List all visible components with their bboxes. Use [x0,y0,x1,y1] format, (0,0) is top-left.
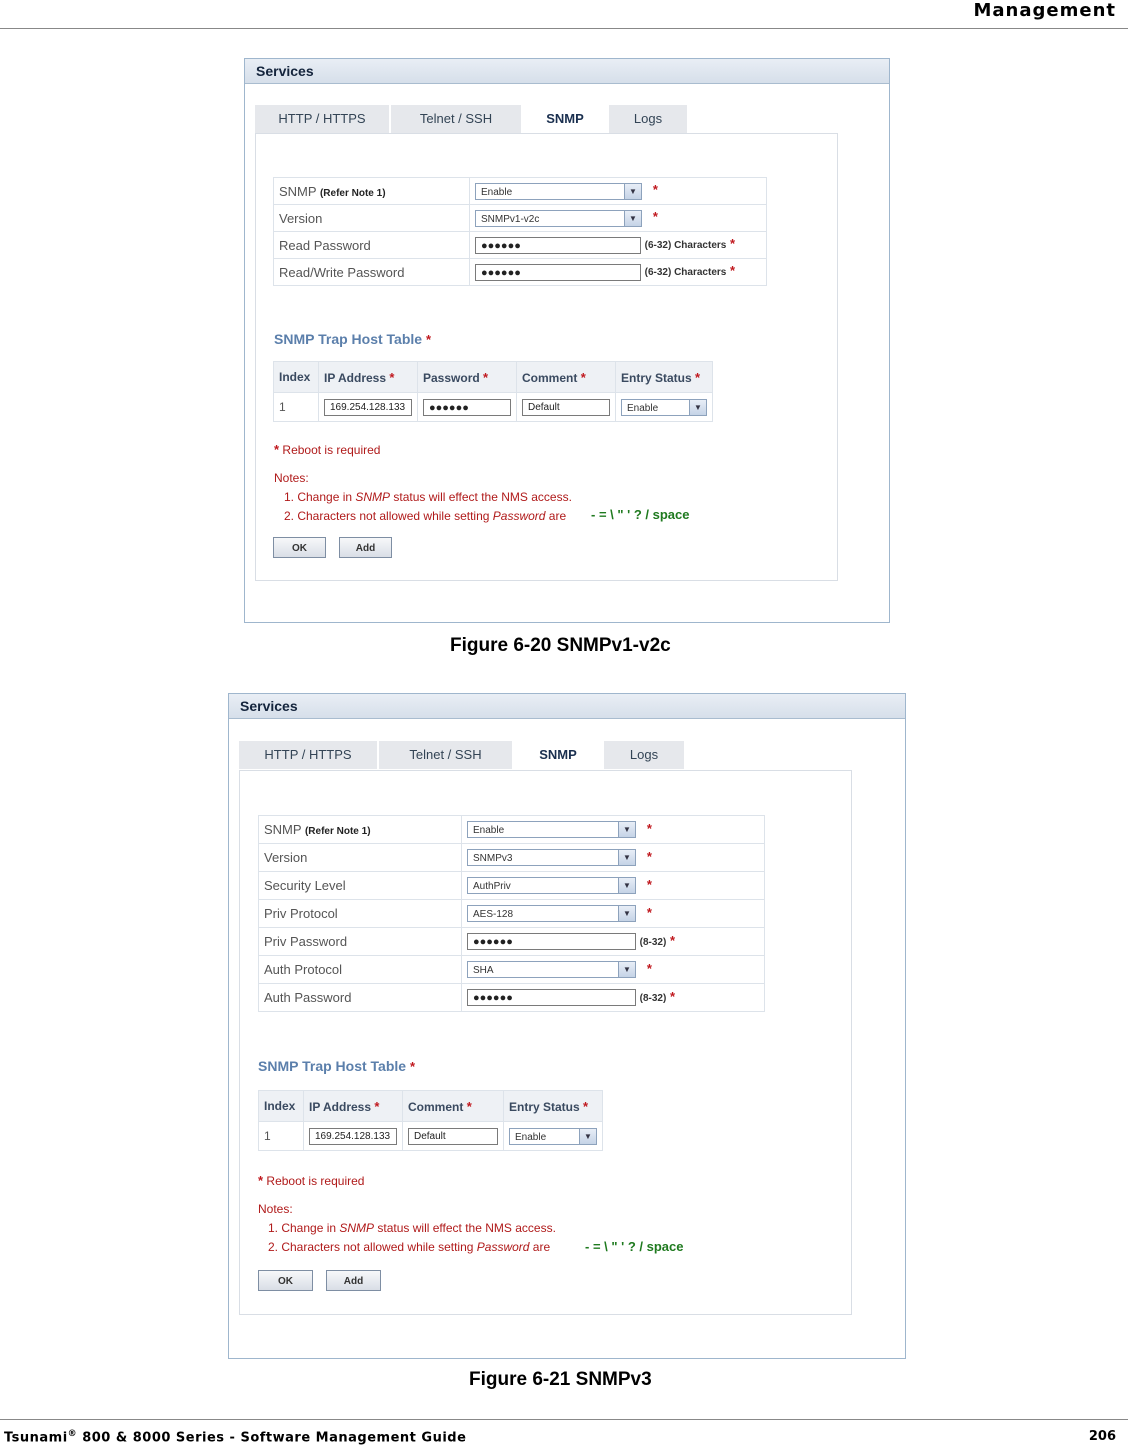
status-cell [616,393,713,422]
tab-logs[interactable]: Logs [609,105,687,133]
note-2: 2. Characters not allowed while setting Password are [284,509,567,523]
panel-title: Services [229,694,905,719]
tab-http-https[interactable]: HTTP / HTTPS [255,105,389,133]
row-index: 1 [259,1122,304,1151]
required-star: * [729,263,736,279]
disallowed-characters: - = \ " ' ? / space [585,1239,684,1254]
version-select[interactable]: SNMPv1-v2c ▼ [475,210,642,227]
read-password-input[interactable]: ●●●●●● [475,237,641,254]
auth-password-input[interactable]: ●●●●●● [467,989,636,1006]
chevron-down-icon: ▼ [618,906,635,921]
version-label: Version [259,844,462,872]
auth-protocol-label: Auth Protocol [259,956,462,984]
reboot-note: * Reboot is required [258,1173,365,1188]
snmp-value-cell [462,816,765,844]
security-level-label: Security Level [259,872,462,900]
note-1: 1. Change in SNMP status will effect the NMS access. [284,490,572,504]
required-star: * [729,236,736,252]
add-button[interactable]: Add [339,537,392,558]
table-row [259,1122,603,1151]
pw-cell [418,393,517,422]
add-button[interactable]: Add [326,1270,381,1291]
required-star: * [646,848,652,864]
trap-entry-status-select[interactable]: Enable ▼ [621,399,707,416]
note-1: 1. Change in SNMP status will effect the NMS access. [268,1221,556,1235]
chevron-down-icon: ▼ [618,822,635,837]
services-tabs [239,741,686,771]
read-password-label: Read Password [274,232,470,259]
refer-note-label: (Refer Note 1) [319,187,386,199]
auth-password-label: Auth Password [259,984,462,1012]
trap-host-table-title: SNMP Trap Host Table * [258,1058,416,1074]
status-cell [504,1122,603,1151]
security-level-value-cell [462,872,765,900]
required-star: * [669,988,675,1004]
version-label: Version [274,205,470,232]
ok-button[interactable]: OK [273,537,326,558]
required-star: * [669,932,675,948]
required-star: * [646,960,652,976]
header-ip-address: IP Address * [304,1091,403,1122]
required-star: * [646,820,652,836]
reboot-note: * Reboot is required [274,442,381,457]
trap-host-table [273,361,713,422]
priv-protocol-select[interactable]: AES-128 ▼ [467,905,636,922]
tab-http-https[interactable]: HTTP / HTTPS [239,741,377,769]
tab-logs[interactable]: Logs [604,741,684,769]
header-comment: Comment * [403,1091,504,1122]
auth-protocol-select[interactable]: SHA ▼ [467,961,636,978]
notes-label: Notes: [274,471,309,485]
required-star: * [646,876,652,892]
trap-entry-status-select[interactable]: Enable ▼ [509,1128,597,1145]
header-divider [0,28,1128,29]
required-star: * [409,1059,416,1074]
chevron-down-icon: ▼ [624,211,641,226]
ok-button[interactable]: OK [258,1270,313,1291]
figure-caption-2: Figure 6-21 SNMPv3 [469,1369,652,1390]
notes-block [274,469,572,526]
tab-telnet-ssh[interactable]: Telnet / SSH [379,741,512,769]
snmp-label-cell [274,178,470,205]
notes-block [258,1200,556,1257]
header-index: Index [274,362,319,393]
trap-host-table-title: SNMP Trap Host Table * [274,331,432,347]
trap-comment-input[interactable]: Default [522,399,610,416]
chevron-down-icon: ▼ [579,1129,596,1144]
comment-cell [517,393,616,422]
tab-snmp[interactable]: SNMP [514,741,602,771]
header-password: Password * [418,362,517,393]
version-value-cell [470,205,767,232]
panel-title: Services [245,59,889,84]
read-password-value-cell [470,232,767,259]
snmp-status-select[interactable]: Enable ▼ [467,821,636,838]
footer-divider [0,1419,1128,1420]
required-star: * [646,904,652,920]
header-comment: Comment * [517,362,616,393]
priv-password-value-cell [462,928,765,956]
table-header-row [274,362,713,393]
snmp-settings-table [273,177,767,286]
tab-telnet-ssh[interactable]: Telnet / SSH [391,105,521,133]
trap-host-table [258,1090,603,1151]
trap-ip-input[interactable]: 169.254.128.133 [324,399,412,416]
required-star: * [652,209,658,225]
table-row [274,393,713,422]
note-2: 2. Characters not allowed while setting Password are [268,1240,551,1254]
auth-password-value-cell [462,984,765,1012]
auth-password-hint: (8-32) [639,992,667,1004]
priv-protocol-label: Priv Protocol [259,900,462,928]
rw-password-label: Read/Write Password [274,259,470,286]
services-tabs [255,105,689,135]
ip-cell [304,1122,403,1151]
trap-password-input[interactable]: ●●●●●● [423,399,511,416]
read-password-hint: (6-32) Characters [644,240,727,252]
security-level-select[interactable]: AuthPriv ▼ [467,877,636,894]
rw-password-hint: (6-32) Characters [644,267,727,279]
refer-note-label: (Refer Note 1) [304,826,371,837]
chevron-down-icon: ▼ [624,184,641,199]
rw-password-input[interactable]: ●●●●●● [475,264,641,281]
version-value-cell [462,844,765,872]
auth-protocol-value-cell [462,956,765,984]
required-star: * [425,332,432,347]
snmp-status-select[interactable]: Enable ▼ [475,183,642,200]
ip-cell [319,393,418,422]
required-star: * [652,182,658,198]
version-select[interactable]: SNMPv3 ▼ [467,849,636,866]
chevron-down-icon: ▼ [618,850,635,865]
header-entry-status: Entry Status * [616,362,713,393]
snmp-label-cell [259,816,462,844]
snmp-settings-table [258,815,765,1012]
priv-protocol-value-cell [462,900,765,928]
row-index: 1 [274,393,319,422]
header-ip-address: IP Address * [319,362,418,393]
tab-snmp[interactable]: SNMP [523,105,607,135]
priv-password-hint: (8-32) [639,936,667,948]
services-panel-v3 [228,693,906,1359]
chevron-down-icon: ▼ [689,400,706,415]
chevron-down-icon: ▼ [618,962,635,977]
snmp-label: SNMP [264,822,302,837]
notes-label: Notes: [258,1202,293,1216]
chevron-down-icon: ▼ [618,878,635,893]
priv-password-input[interactable]: ●●●●●● [467,933,636,950]
disallowed-characters: - = \ " ' ? / space [591,507,690,522]
footer-guide-title: Tsunami® 800 & 8000 Series - Software Management Guide [4,1429,467,1446]
snmp-label: SNMP [279,183,317,199]
comment-cell [403,1122,504,1151]
trap-ip-input[interactable]: 169.254.128.133 [309,1128,397,1145]
page-number: 206 [1088,1429,1116,1444]
table-header-row [259,1091,603,1122]
trap-comment-input[interactable]: Default [408,1128,498,1145]
header-entry-status: Entry Status * [504,1091,603,1122]
page-header-title: Management [973,0,1116,21]
snmp-value-cell [470,178,767,205]
services-panel-v1v2c [244,58,890,623]
header-index: Index [259,1091,304,1122]
figure-caption-1: Figure 6-20 SNMPv1-v2c [450,635,671,656]
rw-password-value-cell [470,259,767,286]
priv-password-label: Priv Password [259,928,462,956]
